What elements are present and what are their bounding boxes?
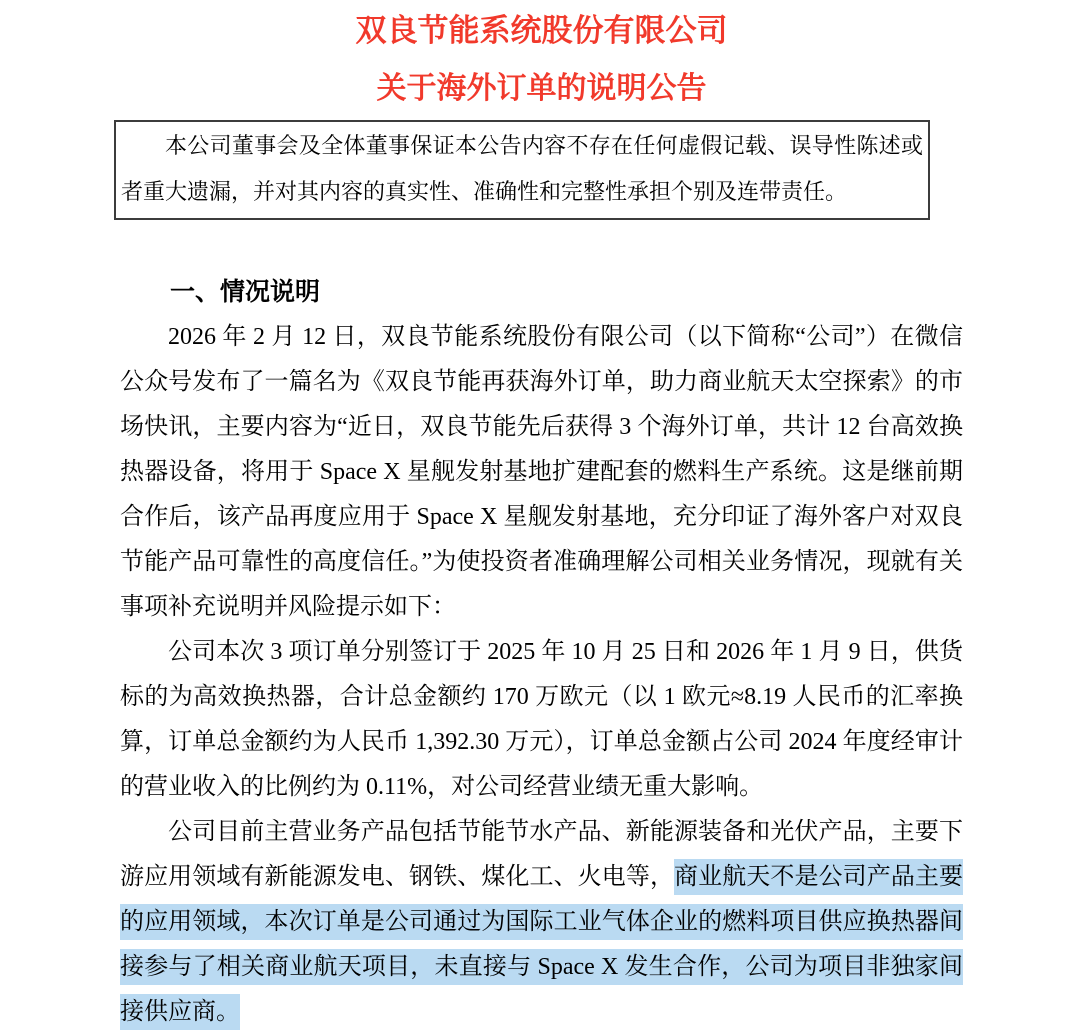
paragraph-order-details: 公司本次 3 项订单分别签订于 2025 年 10 月 25 日和 2026 年 1 月 9 日，供货标的为高效换热器，合计总金额约 170 万欧元（以 1 欧元≈8.19 人民币的汇率换算，订单总金额约为人民币 1,392.30 万元），订单总金额占公司 2024 年度经审计的营业收入的比例约为 0.11%，对公司经营业绩无重大影响。 [120,639,963,800]
section-heading: 一、情况说明 [170,279,321,306]
paragraph-business-scope [120,810,963,1030]
disclaimer-text: 本公司董事会及全体董事保证本公告内容不存在任何虚假记载、误导性陈述或者重大遗漏，并对其内容的真实性、准确性和完整性承担个别及连带责任。 [121,133,923,204]
business-scope-text: 公司目前主营业务产品包括节能节水产品、新能源装备和光伏产品，主要下游应用领域有新能源发电、钢铁、煤化工、火电等， [120,819,963,890]
announcement-title: 关于海外订单的说明公告 [376,72,707,105]
company-title: 双良节能系统股份有限公司 [355,13,728,48]
paragraph-announcement-background: 2026 年 2 月 12 日，双良节能系统股份有限公司（以下简称“公司”）在微信公众号发布了一篇名为《双良节能再获海外订单，助力商业航天太空探索》的市场快讯，主要内容为“近日，双良节能先后获得 3 个海外订单，共计 12 台高效换热器设备，将用于 Space X 星舰发射基地扩建配套的燃料生产系统。这是继前期合作后，该产品再度应用于 Space X 星舰发射基地，充分印证了海外客户对双良节能产品可靠性的高度信任。”为使投资者准确理解公司相关业务情况，现就有关事项补充说明并风险提示如下： [120,324,963,620]
highlighted-risk-statement: 商业航天不是公司产品主要的应用领域，本次订单是公司通过为国际工业气体企业的燃料项目供应换热器间接参与了相关商业航天项目，未直接与 Space X 发生合作，公司为项目非独家间接供应商。 [120,859,963,1030]
document-content [0,12,1080,1030]
disclaimer-box [114,120,930,220]
